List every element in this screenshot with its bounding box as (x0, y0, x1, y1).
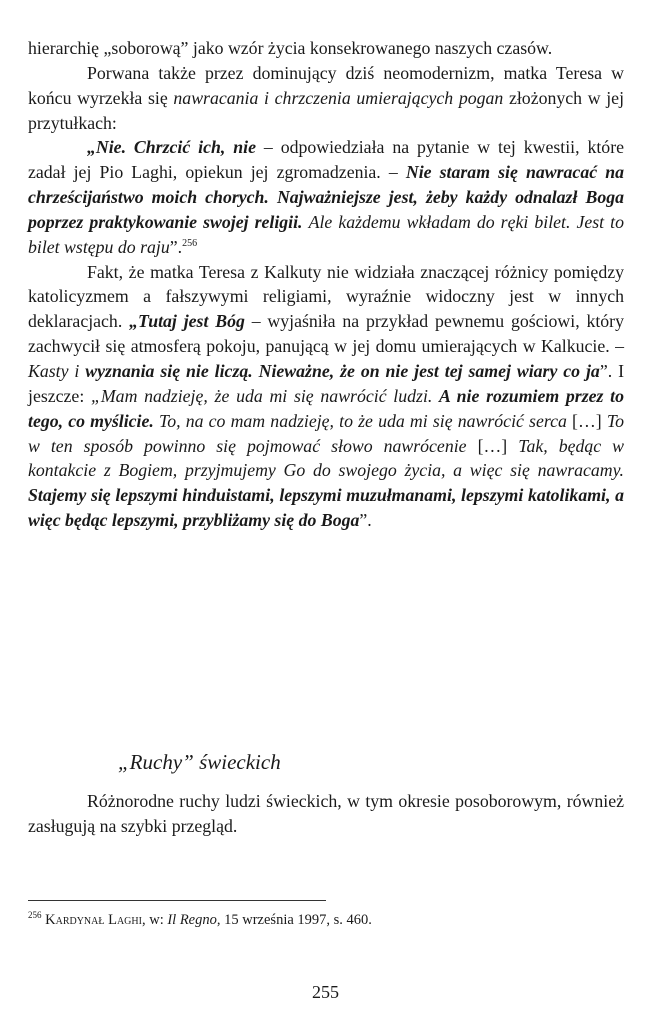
paragraph-2 (28, 61, 624, 136)
text-run: ”. (169, 236, 183, 257)
italic-run: To w ten sposób powinno się pojmować słowo nawrócenie (28, 410, 624, 456)
text-run: Porwana także przez dominujący dziś neomodernizm, matka Teresa w końcu wyrzekła się (28, 62, 624, 108)
bold-italic-run: A nie rozumiem przez to tego, co myślicie. (28, 385, 624, 431)
section-heading: „Ruchy” świeckich (118, 750, 281, 774)
italic-run: Tak, będąc w kontakcie z Bogiem, przyjmujemy Go do swojego życia, a więc się nawracamy. (28, 435, 625, 481)
footnote-rest: , 15 września 1997, s. 460. (216, 912, 372, 928)
paragraph-1 (28, 36, 624, 61)
footnote-author: Kardynał Laghi (45, 912, 142, 928)
bold-italic-run: Nie staram się nawracać na chrześcijaństwo moich chorych. Najważniejsze jest, żeby każdy odnalazł Boga poprzez praktykowanie swojej religii. (28, 162, 624, 232)
text-run: […] (466, 435, 519, 456)
italic-run: Kasty i (28, 360, 80, 381)
footnote-divider (28, 900, 326, 901)
italic-run: To, na co mam nadzieję, to że uda mi się nawrócić serca (158, 410, 567, 431)
text-run: ”. I jeszcze: (28, 360, 624, 406)
bold-italic-run: wyznania się nie liczą. Nieważne, że on nie jest tej samej wiary co ja (85, 360, 600, 381)
text-run: – odpowiedziała na pytanie w tej kwestii, które zadał jej Pio Laghi, opiekun jej zgromadzenia. – (28, 137, 625, 183)
paragraph-3-quote (28, 135, 624, 259)
footnote-reference: 256 (182, 237, 198, 249)
italic-run: „Mam nadzieję, że uda mi się nawrócić ludzi. (90, 385, 433, 406)
section-paragraph: Różnorodne ruchy ludzi świeckich, w tym okresie posoborowym, również zasługują na szybki przegląd. (28, 791, 624, 836)
footnote-source: Il Regno (167, 912, 217, 928)
text-run: hierarchię „soborową” jako wzór życia konsekrowanego naszych czasów. (28, 38, 553, 58)
italic-run: Ale każdemu wkładam do ręki bilet. Jest to bilet wstępu do raju (28, 211, 624, 257)
bold-italic-run: „Tutaj jest Bóg (129, 311, 245, 332)
italic-run: nawracania i chrzczenia umierających pogan (173, 87, 504, 108)
text-run: Fakt, że matka Teresa z Kalkuty nie widziała znaczącej różnicy pomiędzy katolicyzmem a fałszywymi religiami, wyraźnie widoczny jest w innych deklaracjach. (28, 261, 624, 332)
footnote-number: 256 (28, 910, 42, 921)
bold-italic-run: Stajemy się lepszymi hinduistami, lepszymi muzułmanami, lepszymi katolikami, a więc będąc lepszymi, przybliżamy się do Boga (28, 485, 624, 531)
footnote (28, 910, 624, 930)
text-run: – wyjaśniła na przykład pewnemu gościowi, który zachwycił się atmosferą pokoju, panującą w jej domu umierających w Kalkucie. – (28, 311, 624, 357)
paragraph-4 (28, 260, 624, 533)
text-run: złożonych w jej przytułkach: (28, 87, 625, 133)
body-text (28, 36, 624, 533)
page-number: 255 (312, 982, 339, 1002)
footnote-between: , w: (141, 912, 168, 928)
text-run: […] (566, 410, 607, 431)
bold-italic-run: „Nie. Chrzcić ich, nie (87, 137, 256, 158)
text-run: ”. (359, 510, 372, 531)
